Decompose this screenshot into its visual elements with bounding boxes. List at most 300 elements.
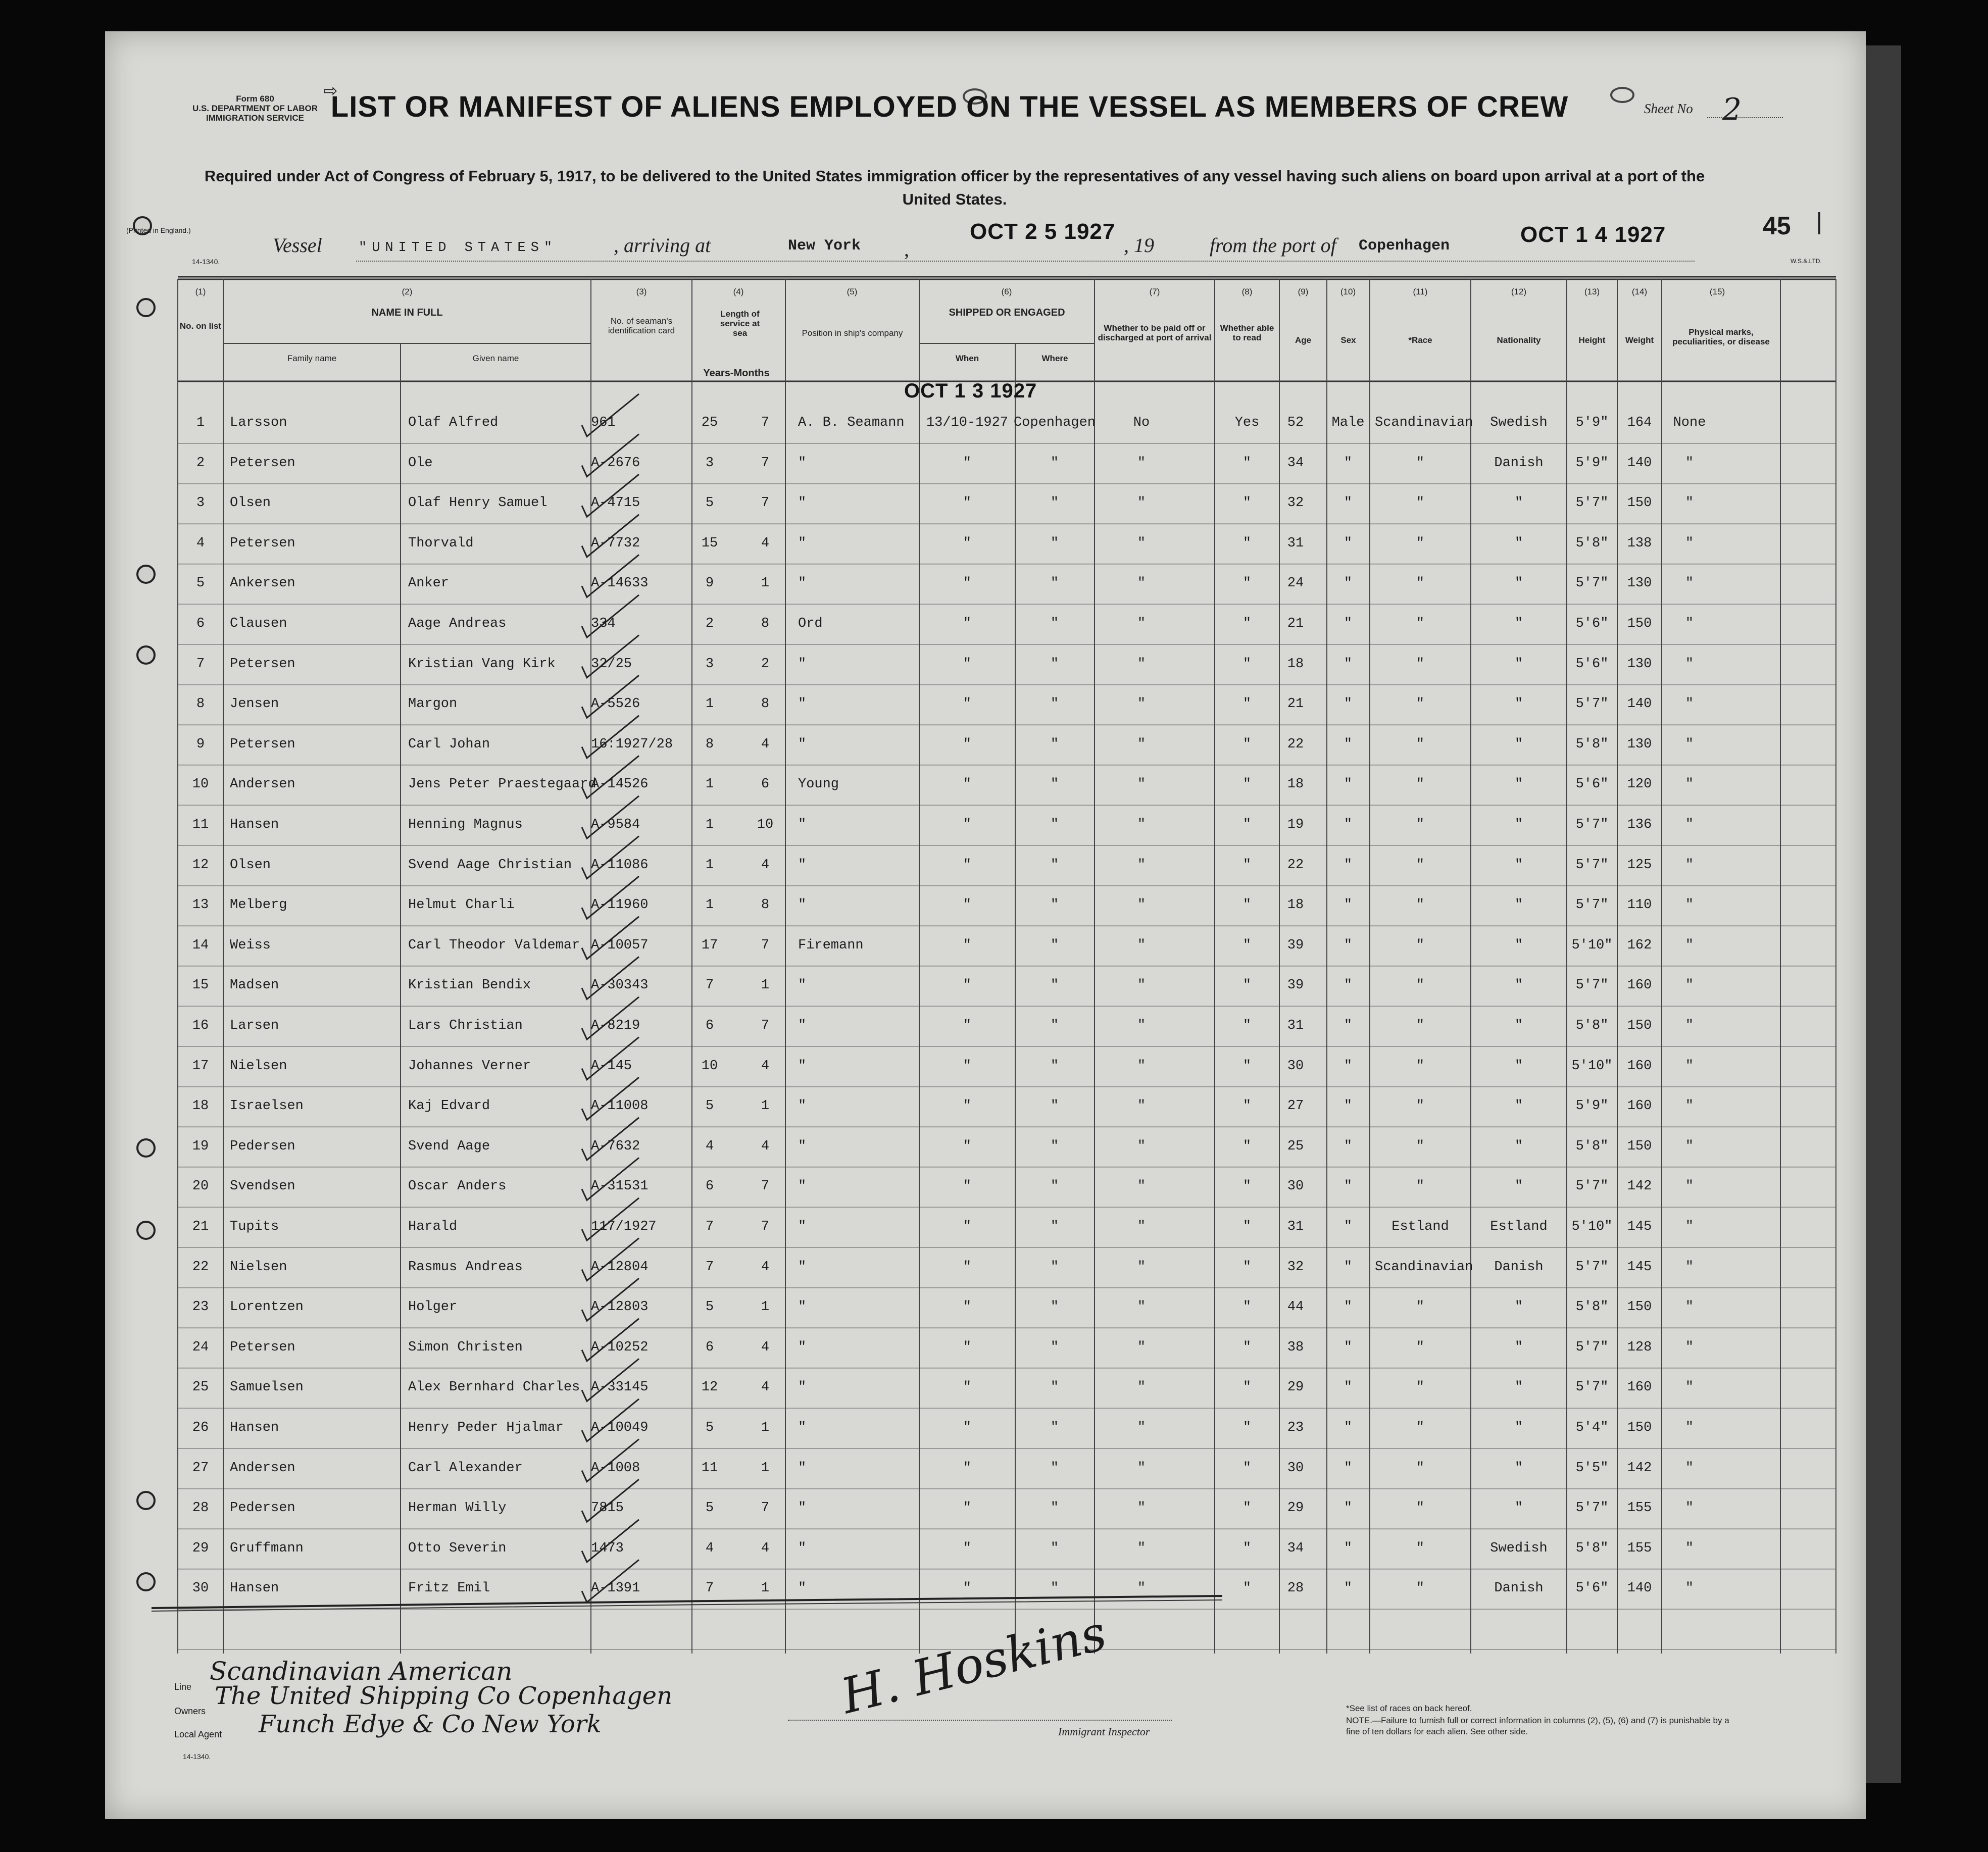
given-name-cell: Ole (408, 455, 433, 471)
weight-cell: 145 (1627, 1219, 1652, 1234)
row-number-cell: 3 (196, 495, 205, 511)
inspector-signature: H. Hoskins (835, 1604, 1112, 1725)
given-name-cell: Olaf Alfred (408, 415, 499, 430)
header-position: Position in ship's company (802, 328, 903, 338)
service-years-cell: 8 (705, 736, 714, 752)
shipped-where-cell: " (1050, 1299, 1059, 1315)
department-name: U.S. DEPARTMENT OF LABOR (192, 104, 318, 113)
position-cell: " (798, 736, 807, 752)
shipped-when-cell: " (963, 1581, 972, 1596)
race-cell: " (1416, 1138, 1425, 1154)
given-name-cell: Anker (408, 576, 450, 591)
nationality-cell: " (1514, 1299, 1523, 1315)
id-card-number-cell: A-11086 (591, 857, 649, 873)
age-cell: 18 (1287, 777, 1304, 792)
shipped-when-cell: " (963, 1138, 972, 1154)
height-cell: 5'8" (1575, 535, 1609, 551)
family-name-cell: Pedersen (230, 1500, 295, 1516)
weight-cell: 130 (1627, 576, 1652, 591)
service-months-cell: 8 (761, 616, 770, 631)
row-number-cell: 21 (192, 1219, 209, 1234)
sex-cell: " (1344, 736, 1353, 752)
position-cell: Firemann (798, 937, 864, 953)
position-cell: " (798, 1018, 807, 1033)
nationality-cell: " (1514, 1380, 1523, 1395)
sex-cell: " (1344, 576, 1353, 591)
height-cell: 5'9" (1575, 415, 1609, 430)
sex-cell: " (1344, 1460, 1353, 1476)
age-cell: 18 (1287, 656, 1304, 672)
sex-cell: " (1344, 455, 1353, 471)
weight-cell: 120 (1627, 777, 1652, 792)
service-years-cell: 9 (705, 576, 714, 591)
column-number: (13) (1584, 287, 1600, 296)
shipped-when-cell: " (963, 1219, 972, 1234)
able-to-read-cell: " (1242, 535, 1252, 551)
paid-off-cell: " (1137, 978, 1146, 993)
service-months-cell: 7 (761, 1219, 770, 1234)
given-name-cell: Henry Peder Hjalmar (408, 1420, 564, 1435)
height-cell: 5'9" (1575, 455, 1609, 471)
row-number-cell: 15 (192, 978, 209, 993)
header-paid-off: Whether to be paid off or discharged at port of arrival (1098, 323, 1212, 342)
shipped-when-cell: " (963, 817, 972, 832)
arrival-port: New York (788, 237, 861, 255)
nationality-cell: " (1514, 616, 1523, 631)
position-cell: " (798, 576, 807, 591)
weight-cell: 128 (1627, 1339, 1652, 1355)
given-name-cell: Rasmus Andreas (408, 1259, 523, 1275)
family-name-cell: Svendsen (230, 1179, 295, 1194)
id-card-number-cell: A-7632 (591, 1138, 640, 1154)
service-years-cell: 6 (705, 1339, 714, 1355)
service-months-cell: 4 (761, 1138, 770, 1154)
header-family-name: Family name (287, 354, 337, 363)
height-cell: 5'7" (1575, 1339, 1609, 1355)
physical-marks-cell: " (1685, 857, 1694, 873)
ship-date-stamp: OCT 1 3 1927 (904, 380, 1037, 402)
able-to-read-cell: " (1242, 1299, 1252, 1315)
family-name-cell: Lorentzen (230, 1299, 304, 1315)
row-number-cell: 24 (192, 1339, 209, 1355)
nationality-cell: Danish (1494, 455, 1544, 471)
shipped-when-cell: " (963, 978, 972, 993)
height-cell: 5'7" (1575, 576, 1609, 591)
paid-off-cell: " (1137, 696, 1146, 712)
sex-cell: " (1344, 535, 1353, 551)
physical-marks-cell: " (1685, 495, 1694, 511)
nationality-cell: Estland (1490, 1219, 1548, 1234)
age-cell: 22 (1287, 736, 1304, 752)
shipped-where-cell: " (1050, 1219, 1059, 1234)
paid-off-cell: " (1137, 1420, 1146, 1435)
family-name-cell: Ankersen (230, 576, 295, 591)
header-length-service: Length of service at sea (720, 309, 760, 338)
service-months-cell: 8 (761, 897, 770, 913)
nationality-cell: " (1514, 857, 1523, 873)
position-cell: " (798, 696, 807, 712)
race-cell: " (1416, 777, 1425, 792)
row-number-cell: 11 (192, 817, 209, 832)
weight-cell: 160 (1627, 1380, 1652, 1395)
shipped-where-cell: " (1050, 455, 1059, 471)
sex-cell: " (1344, 1058, 1353, 1074)
shipped-when-cell: " (963, 897, 972, 913)
nationality-cell: " (1514, 1339, 1523, 1355)
height-cell: 5'8" (1575, 1138, 1609, 1154)
service-months-cell: 7 (761, 937, 770, 953)
race-cell: Estland (1391, 1219, 1449, 1234)
id-card-number-cell: A-5526 (591, 696, 640, 712)
service-months-cell: 1 (761, 1299, 770, 1315)
position-cell: " (798, 1540, 807, 1556)
able-to-read-cell: " (1242, 897, 1252, 913)
paid-off-cell: " (1137, 1259, 1146, 1275)
row-number-cell: 8 (196, 696, 205, 712)
shipped-where-cell: " (1050, 656, 1059, 672)
shipped-where-cell: " (1050, 857, 1059, 873)
position-cell: Ord (798, 616, 823, 631)
position-cell: " (798, 978, 807, 993)
header-id-card: No. of seaman's identification card (608, 316, 675, 335)
header-name-in-full: NAME IN FULL (371, 307, 443, 318)
id-card-number-cell: A-11960 (591, 897, 649, 913)
header-no-on-list: No. on list (179, 321, 222, 331)
id-card-number-cell: A-31531 (591, 1179, 649, 1194)
able-to-read-cell: " (1242, 1179, 1252, 1194)
race-cell: " (1416, 455, 1425, 471)
row-number-cell: 14 (192, 937, 209, 953)
id-card-number-cell: 7815 (591, 1500, 624, 1516)
shipped-when-cell: " (963, 656, 972, 672)
age-cell: 21 (1287, 616, 1304, 631)
age-cell: 32 (1287, 1259, 1304, 1275)
nationality-cell: Danish (1494, 1581, 1544, 1596)
shipped-where-cell: Copenhagen (1013, 415, 1096, 430)
penalty-note: NOTE.—Failure to furnish full or correct information in columns (2), (5), (6) and (7) is punishable by a fine of ten dollars for each alien. See other side. (1346, 1716, 1729, 1736)
service-years-cell: 12 (701, 1380, 718, 1395)
weight-cell: 125 (1627, 857, 1652, 873)
age-cell: 34 (1287, 1540, 1304, 1556)
id-card-number-cell: A-10252 (591, 1339, 649, 1355)
id-card-number-cell: 16:1927/28 (591, 736, 673, 752)
header-physical-marks: Physical marks, peculiarities, or disease (1672, 327, 1770, 346)
given-name-cell: Olaf Henry Samuel (408, 495, 548, 511)
physical-marks-cell: " (1685, 1018, 1694, 1033)
sex-cell: " (1344, 1540, 1353, 1556)
shipped-when-cell: " (963, 736, 972, 752)
race-cell: " (1416, 616, 1425, 631)
service-name: IMMIGRATION SERVICE (206, 113, 304, 123)
paid-off-cell: No (1133, 415, 1150, 430)
shipped-where-cell: " (1050, 616, 1059, 631)
nationality-cell: " (1514, 1058, 1523, 1074)
header-race: *Race (1408, 335, 1432, 345)
header-able-to-read: Whether able to read (1220, 323, 1274, 342)
shipped-when-cell: " (963, 1098, 972, 1114)
able-to-read-cell: " (1242, 1380, 1252, 1395)
service-years-cell: 10 (701, 1058, 718, 1074)
header-given-name: Given name (472, 354, 519, 363)
header-weight: Weight (1625, 335, 1654, 345)
service-months-cell: 4 (761, 1339, 770, 1355)
position-cell: " (798, 1179, 807, 1194)
id-card-number-cell: A-1008 (591, 1460, 640, 1476)
nationality-cell: " (1514, 978, 1523, 993)
paid-off-cell: " (1137, 777, 1146, 792)
family-name-cell: Petersen (230, 455, 295, 471)
nationality-cell: " (1514, 1179, 1523, 1194)
height-cell: 5'6" (1575, 656, 1609, 672)
nationality-cell: " (1514, 495, 1523, 511)
given-name-cell: Thorvald (408, 535, 474, 551)
nationality-cell: " (1514, 535, 1523, 551)
row-number-cell: 20 (192, 1179, 209, 1194)
row-number-cell: 26 (192, 1420, 209, 1435)
row-number-cell: 2 (196, 455, 205, 471)
service-years-cell: 5 (705, 1500, 714, 1516)
nationality-cell: Danish (1494, 1259, 1544, 1275)
position-cell: " (798, 897, 807, 913)
height-cell: 5'8" (1575, 1018, 1609, 1033)
sex-cell: " (1344, 1018, 1353, 1033)
family-name-cell: Pedersen (230, 1138, 295, 1154)
paid-off-cell: " (1137, 1219, 1146, 1234)
race-footnote: *See list of races on back hereof. (1346, 1704, 1472, 1713)
service-years-cell: 5 (705, 1098, 714, 1114)
service-years-cell: 7 (705, 1581, 714, 1596)
physical-marks-cell: " (1685, 978, 1694, 993)
row-number-cell: 4 (196, 535, 205, 551)
able-to-read-cell: " (1242, 696, 1252, 712)
sex-cell: " (1344, 937, 1353, 953)
service-years-cell: 5 (705, 495, 714, 511)
height-cell: 5'8" (1575, 1540, 1609, 1556)
height-cell: 5'7" (1575, 817, 1609, 832)
height-cell: 5'7" (1575, 897, 1609, 913)
position-cell: " (798, 1460, 807, 1476)
column-number: (3) (636, 287, 647, 296)
able-to-read-cell: " (1242, 1219, 1252, 1234)
position-cell: " (798, 1259, 807, 1275)
physical-marks-cell: " (1685, 535, 1694, 551)
service-months-cell: 2 (761, 656, 770, 672)
shipped-when-cell: " (963, 1058, 972, 1074)
departure-port: Copenhagen (1359, 237, 1450, 255)
race-cell: " (1416, 817, 1425, 832)
family-name-cell: Nielsen (230, 1058, 287, 1074)
height-cell: 5'7" (1575, 696, 1609, 712)
family-name-cell: Samuelsen (230, 1380, 304, 1395)
sex-cell: " (1344, 1581, 1353, 1596)
physical-marks-cell: " (1685, 1299, 1694, 1315)
shipped-where-cell: " (1050, 535, 1059, 551)
race-cell: " (1416, 857, 1425, 873)
given-name-cell: Simon Christen (408, 1339, 523, 1355)
physical-marks-cell: " (1685, 736, 1694, 752)
footer-form-code: 14-1340. (183, 1753, 211, 1761)
id-card-number-cell: A-10057 (591, 937, 649, 953)
paid-off-cell: " (1137, 937, 1146, 953)
shipped-where-cell: " (1050, 978, 1059, 993)
able-to-read-cell: " (1242, 978, 1252, 993)
shipped-where-cell: " (1050, 1380, 1059, 1395)
weight-cell: 110 (1627, 897, 1652, 913)
shipped-when-cell: " (963, 616, 972, 631)
position-cell: A. B. Seamann (798, 415, 905, 430)
shipped-when-cell: " (963, 1339, 972, 1355)
age-cell: 28 (1287, 1581, 1304, 1596)
race-cell: " (1416, 1098, 1425, 1114)
height-cell: 5'6" (1575, 616, 1609, 631)
shipped-where-cell: " (1050, 696, 1059, 712)
age-cell: 30 (1287, 1058, 1304, 1074)
arriving-label: , arriving at (614, 234, 711, 257)
family-name-cell: Larsen (230, 1018, 279, 1033)
shipped-when-cell: " (963, 1540, 972, 1556)
height-cell: 5'4" (1575, 1420, 1609, 1435)
sex-cell: Male (1331, 415, 1365, 430)
paid-off-cell: " (1137, 1138, 1146, 1154)
id-card-number-cell: 334 (591, 616, 616, 631)
age-cell: 34 (1287, 455, 1304, 471)
paid-off-cell: " (1137, 535, 1146, 551)
paid-off-cell: " (1137, 817, 1146, 832)
shipped-when-cell: " (963, 1018, 972, 1033)
column-number: (9) (1298, 287, 1309, 296)
service-months-cell: 1 (761, 1460, 770, 1476)
paid-off-cell: " (1137, 1339, 1146, 1355)
physical-marks-cell: " (1685, 1058, 1694, 1074)
sheet-label: Sheet No (1644, 101, 1693, 116)
age-cell: 23 (1287, 1420, 1304, 1435)
height-cell: 5'6" (1575, 777, 1609, 792)
race-cell: " (1416, 1339, 1425, 1355)
given-name-cell: Carl Theodor Valdemar (408, 937, 580, 953)
id-card-number-cell: A-10049 (591, 1420, 649, 1435)
race-cell: " (1416, 1179, 1425, 1194)
position-cell: " (798, 495, 807, 511)
physical-marks-cell: " (1685, 1259, 1694, 1275)
height-cell: 5'7" (1575, 857, 1609, 873)
shipped-where-cell: " (1050, 736, 1059, 752)
id-card-number-cell: A-4715 (591, 495, 640, 511)
weight-cell: 142 (1627, 1179, 1652, 1194)
height-cell: 5'7" (1575, 1179, 1609, 1194)
age-cell: 22 (1287, 857, 1304, 873)
given-name-cell: Harald (408, 1219, 458, 1234)
given-name-cell: Jens Peter Praestegaard (408, 777, 597, 792)
service-months-cell: 4 (761, 736, 770, 752)
id-card-number-cell: A-7732 (591, 535, 640, 551)
paid-off-cell: " (1137, 1299, 1146, 1315)
document-subtitle: Required under Act of Congress of February 5, 1917, to be delivered to the United States immigration officer by the representatives of any vessel having such aliens on board upon arrival at a port of the United States. (204, 167, 1705, 208)
age-cell: 31 (1287, 1219, 1304, 1234)
given-name-cell: Alex Bernhard Charles (408, 1380, 580, 1395)
weight-cell: 155 (1627, 1540, 1652, 1556)
position-cell: " (798, 656, 807, 672)
row-number-cell: 10 (192, 777, 209, 792)
vessel-name: "UNITED STATES" (359, 240, 558, 256)
line-label: Line (174, 1682, 192, 1692)
weight-cell: 155 (1627, 1500, 1652, 1516)
given-name-cell: Oscar Anders (408, 1179, 507, 1194)
vessel-label: Vessel (273, 234, 322, 257)
shipped-when-cell: " (963, 1460, 972, 1476)
age-cell: 38 (1287, 1339, 1304, 1355)
from-label: from the port of (1210, 234, 1336, 257)
age-cell: 29 (1287, 1380, 1304, 1395)
race-cell: " (1416, 1299, 1425, 1315)
able-to-read-cell: " (1242, 1540, 1252, 1556)
race-cell: Scandinavian (1375, 1259, 1473, 1275)
column-number: (8) (1241, 287, 1253, 296)
position-cell: " (798, 1420, 807, 1435)
family-name-cell: Jensen (230, 696, 279, 712)
agent-value: Funch Edye & Co New York (259, 1710, 602, 1738)
sex-cell: " (1344, 696, 1353, 712)
weight-cell: 160 (1627, 978, 1652, 993)
paid-off-cell: " (1137, 1018, 1146, 1033)
row-number-cell: 18 (192, 1098, 209, 1114)
service-years-cell: 7 (705, 1219, 714, 1234)
row-number-cell: 28 (192, 1500, 209, 1516)
row-number-cell: 7 (196, 656, 205, 672)
nationality-cell: Swedish (1490, 415, 1548, 430)
race-cell: " (1416, 1500, 1425, 1516)
service-months-cell: 4 (761, 1259, 770, 1275)
service-months-cell: 7 (761, 415, 770, 430)
family-name-cell: Gruffmann (230, 1540, 304, 1556)
able-to-read-cell: " (1242, 1259, 1252, 1275)
shipped-when-cell: " (963, 937, 972, 953)
shipped-when-cell: " (963, 495, 972, 511)
nationality-cell: " (1514, 736, 1523, 752)
family-name-cell: Petersen (230, 736, 295, 752)
id-card-number-cell: A-1391 (591, 1581, 640, 1596)
sex-cell: " (1344, 1098, 1353, 1114)
shipped-where-cell: " (1050, 1460, 1059, 1476)
nationality-cell: " (1514, 1138, 1523, 1154)
shipped-where-cell: " (1050, 1540, 1059, 1556)
nationality-cell: " (1514, 897, 1523, 913)
able-to-read-cell: " (1242, 736, 1252, 752)
paid-off-cell: " (1137, 736, 1146, 752)
form-number: Form 680 (236, 94, 274, 104)
inspector-label: Immigrant Inspector (1058, 1725, 1150, 1738)
able-to-read-cell: " (1242, 1098, 1252, 1114)
physical-marks-cell: " (1685, 576, 1694, 591)
shipped-where-cell: " (1050, 1058, 1059, 1074)
weight-cell: 164 (1627, 415, 1652, 430)
comma: , (904, 238, 909, 261)
able-to-read-cell: " (1242, 1500, 1252, 1516)
physical-marks-cell: " (1685, 1581, 1694, 1596)
given-name-cell: Henning Magnus (408, 817, 523, 832)
able-to-read-cell: " (1242, 1339, 1252, 1355)
nationality-cell: " (1514, 576, 1523, 591)
sex-cell: " (1344, 1179, 1353, 1194)
column-number: (7) (1149, 287, 1160, 296)
given-name-cell: Margon (408, 696, 458, 712)
given-name-cell: Kaj Edvard (408, 1098, 490, 1114)
physical-marks-cell: " (1685, 937, 1694, 953)
row-number-cell: 29 (192, 1540, 209, 1556)
age-cell: 30 (1287, 1179, 1304, 1194)
weight-cell: 150 (1627, 1420, 1652, 1435)
shipped-where-cell: " (1050, 495, 1059, 511)
weight-cell: 160 (1627, 1098, 1652, 1114)
